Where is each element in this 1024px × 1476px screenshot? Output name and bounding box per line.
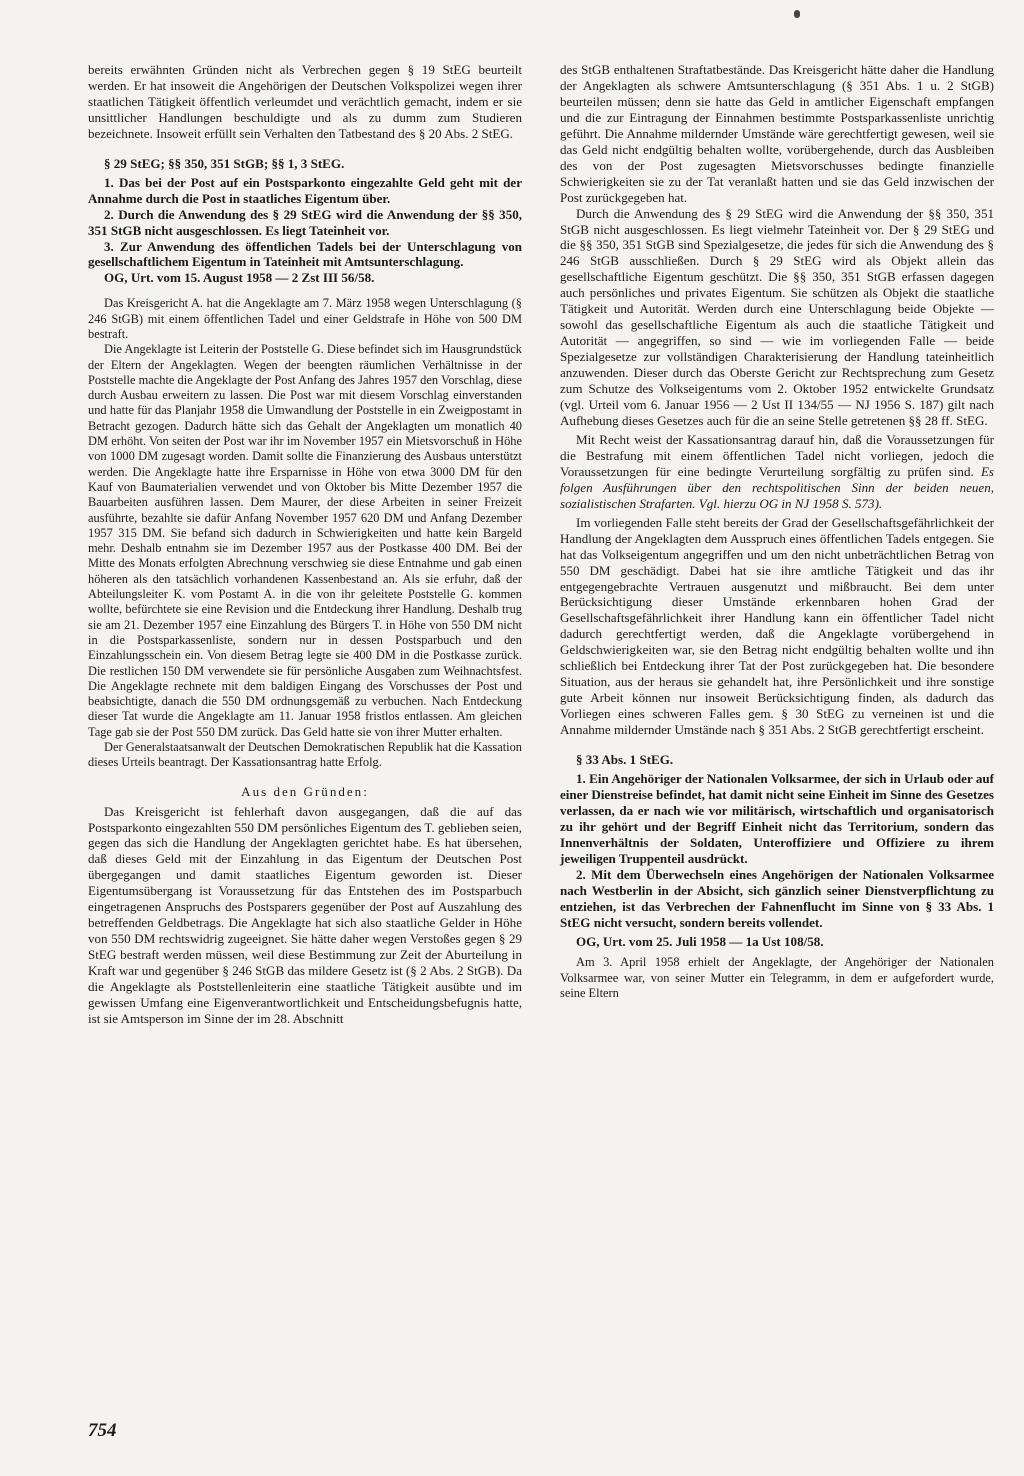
paragraph: Am 3. April 1958 erhielt der Angeklagte, der Angehöriger der Nationalen Volksarmee war, von seiner Mutter ein Telegramm, in dem er aufgefordert wurde, seine Eltern <box>560 955 994 1001</box>
section-subheading: Aus den Gründen: <box>241 783 369 799</box>
italic-note: Es folgen Ausführungen über den rechtspolitischen Sinn der beiden neuen, sozialistischen Strafarten. Vgl. hierzu OG in NJ 1958 S. 573). <box>560 463 994 511</box>
court-citation: OG, Urt. vom 15. August 1958 — 2 Zst III 56/58. <box>104 270 375 286</box>
paragraph: Die Angeklagte ist Leiterin der Poststelle G. Diese befindet sich im Hausgrundstück der Eltern der Angeklagten. Wegen der beengten räumlichen Verhältnisse in der Poststelle machte die Angeklagte der Post Anfang des Jahres 1957 den Vorschlag, diese durch Ausbau erweitern zu lassen. Die Post war mit diesem Vorschlag einverstanden und hatte für das Planjahr 1958 die Umwandlung der Poststelle in ein Zweigpostamt in Betracht gezogen. Dadurch hätte sich das Gehalt der Angeklagten um monatlich 40 DM erhöht. Von seiten der Post war ihr im November 1957 ein Mietsvorschuß in Höhe von 1000 DM zugesagt worden. Damit sollte die Finanzierung des Ausbaus unterstützt werden. Die Angeklagte hatte ihre Ersparnisse in Höhe von etwa 3000 DM für den Kauf von Baumaterialien verwendet und von Oktober bis Mitte Dezember 1957 die Bauarbeiten ausführen lassen. Dem Maurer, der diese Arbeiten in seiner Freizeit ausführte, bezahlte sie dafür Anfang November 1957 620 DM und Anfang Dezember 1957 315 DM. Sie befand sich dadurch in Schwierigkeiten und hatte kein Bargeld mehr. Deshalb entnahm sie im Dezember 1957 aus der Postkasse 400 DM. Bei der Mitte des Monats erfolgten Abrechnung verschwieg sie diese Entnahme und gab einen höheren als den tatsächlich vorhandenen Kassenbestand an. Als sie erfuhr, daß der Abteilungsleiter K. vom Postamt A. in die von ihr geleitete Poststelle G. kommen wollte, befürchtete sie eine Revision und die Entdeckung ihrer Handlung. Deshalb trug sie am 21. Dezember 1957 eine Einzahlung des Bürgers T. in Höhe von 550 DM nicht in die Postsparkassenliste, sondern nur in dessen Postsparbuch und den Einzahlungsschein ein. Von diesem Betrag legte sie 400 DM in die Postkasse zurück. Die restlichen 150 DM verwendete sie für persönliche Ausgaben zum Weihnachtsfest. Die Angeklagte rechnete mit dem baldigen Eingang des Vorschusses der Post und beabsichtigte, danach die 550 DM ordnungsgemäß zu verbuchen. Nach Entdeckung dieser Tat wurde die Angeklagte am 11. Januar 1958 fristlos entlassen. Am gleichen Tage gab sie der Post 550 DM zurück. Das Geld hatte sie von ihrer Mutter erhalten. <box>88 342 522 739</box>
section-heading: § 33 Abs. 1 StEG. <box>576 752 674 768</box>
paragraph: des StGB enthaltenen Straftatbestände. Das Kreisgericht hätte daher die Handlung der Angeklagten als schwere Amtsunterschlagung (§ 351 Abs. 1 u. 2 StGB) beurteilen müssen; denn sie hatte das Geld in amtlicher Eigenschaft empfangen und die zur Eintragung der Einnahmen bestimmte Postsparkassenliste unrichtig geführt. Die Annahme mildernder Umstände wäre gerechtfertigt gewesen, weil sie das Geld nicht endgültig behalten wollte, vorübergehende, durch das Ausbleiben des von der Post zugesagten Mietsvorschusses bedingte finanzielle Schwierigkeiten sie zu der Tat veranlaßt hatten und sie das Geld inzwischen der Post zurückgegeben hat. <box>560 62 994 205</box>
page-mark <box>794 10 800 18</box>
paragraph-text: Mit Recht weist der Kassationsantrag darauf hin, daß die Voraussetzungen für die Bestrafung mit einem öffentlichen Tadel nicht vorliegen, jedoch die Voraussetzungen für eine bedingte Verurteilung sorgfältig zu prüfen sind. <box>560 431 994 479</box>
paragraph <box>560 432 994 512</box>
paragraph: bereits erwähnten Gründen nicht als Verbrechen gegen § 19 StEG beurteilt werden. Er hat insoweit die Angehörigen der Deutschen Volkspolizei wegen ihrer staatlichen Tätigkeit öffentlich verleumdet und verächtlich gemacht, indem er sie unsittlicher Handlungen beschuldigte und als zu dumm zum Studieren bezeichnete. Insoweit erfüllt sein Verhalten den Tatbestand des § 20 Abs. 2 StEG. <box>88 62 522 141</box>
headnote: 1. Das bei der Post auf ein Postsparkonto eingezahlte Geld geht mit der Annahme durch die Post in staatliches Eigentum über. <box>88 174 522 206</box>
paragraph: Durch die Anwendung des § 29 StEG wird die Anwendung der §§ 350, 351 StGB nicht ausgeschlossen. Es liegt vielmehr Tateinheit vor. Der § 29 StEG und die §§ 350, 351 StGB sind Spezialgesetze, die jedes für sich die Anwendung des § 246 StGB ausschließen. Durch § 29 StEG wird als Objekt allein das gesellschaftliche Eigentum geschützt. Die §§ 350, 351 StGB erfassen dagegen auch persönliches und privates Eigentum. Sie schützen als Objekt die staatliche Tätigkeit und Autorität. Werden durch eine Unterschlagung beide Objekte — sowohl das gesellschaftliche Eigentum als auch die staatliche Tätigkeit und Autorität — angegriffen, so sind — wie im vorliegenden Falle — beide Spezialgesetze zur vollständigen Charakterisierung der Handlung tateinheitlich anzuwenden. Dieser durch das Oberste Gericht zur Rechtsprechung zum Gesetz zum Schutze des Volkseigentums vom 2. Oktober 1952 entwickelte Grundsatz (vgl. Urteil vom 6. Januar 1956 — 2 Ust II 134/55 — NJ 1956 S. 187) gilt nach Aufhebung dieses Gesetzes auch für die an seine Stelle getretenen §§ 28 ff. StEG. <box>560 205 994 428</box>
section-heading: § 29 StEG; §§ 350, 351 StGB; §§ 1, 3 StEG. <box>104 155 345 171</box>
paragraph: Im vorliegenden Falle steht bereits der Grad der Gesellschaftsgefährlichkeit der Handlung der Angeklagten dem Ausspruch eines öffentlichen Tadels entgegen. Sie hat das Volkseigentum angegriffen und um den nicht unbeträchtlichen Betrag von 550 DM geschädigt. Dabei hat sie ihre amtliche Tätigkeit und das ihr entgegengebrachte Vertrauen ausgenutzt und mißbraucht. Bei dem unter Berücksichtigung dieser Umstände erkennbaren hohen Grad der Gesellschaftsgefährlichkeit ihrer Handlung kann ein öffentlicher Tadel nicht dadurch gerechtfertigt werden, daß die Angeklagte vorübergehend in Geldschwierigkeiten war, sie den Betrag nicht endgültig behalten wollte und ihn schließlich bei Entdeckung ihrer Tat der Post zurückgegeben hat. Die besondere Situation, aus der heraus sie gehandelt hat, ihre Persönlichkeit und ihre sonstige gute Arbeit können nur insoweit Berücksichtigung finden, als dadurch das Vorliegen eines schweren Falles gem. § 30 StEG zu verneinen ist und die Annahme mildernder Umstände nach § 351 Abs. 2 StGB gerechtfertigt erscheint. <box>560 514 994 738</box>
left-column <box>88 62 522 1027</box>
court-citation: OG, Urt. vom 25. Juli 1958 — 1a Ust 108/58. <box>576 933 824 949</box>
page-number: 754 <box>88 1420 117 1441</box>
paragraph: Das Kreisgericht A. hat die Angeklagte am 7. März 1958 wegen Unterschlagung (§ 246 StGB) mit einem öffentlichen Tadel und einer Geldstrafe in Höhe von 500 DM bestraft. <box>88 296 522 341</box>
headnote: 2. Mit dem Überwechseln eines Angehörigen der Nationalen Volksarmee nach Westberlin in der Absicht, sich gänzlich seiner Dienstverpflichtung zu entziehen, ist das Verbrechen der Fahnenflucht im Sinne von § 33 Abs. 1 StEG nicht versucht, sondern bereits vollendet. <box>560 866 994 930</box>
paragraph: Das Kreisgericht ist fehlerhaft davon ausgegangen, daß die auf das Postsparkonto eingezahlten 550 DM persönliches Eigentum des T. geblieben seien, gegen das sich die Handlung der Angeklagten gerichtet habe. Es hat übersehen, daß dieses Geld mit der Einzahlung in das Eigentum der Deutschen Post übergegangen und damit staatliches Eigentum geworden ist. Dieser Eigentumsübergang ist Voraussetzung für das Entstehen des im Postsparbuch eingetragenen Anspruchs des Postsparers gegenüber der Post auf Auszahlung des betreffenden Geldbetrags. Die Angeklagte hat sich also staatliche Gelder in Höhe von 550 DM rechtswidrig zugeeignet. Sie hätte daher wegen Verstoßes gegen § 29 StEG bestraft werden müssen, weil diese Bestimmung zur Zeit der Aburteilung in Kraft war und gegenüber § 246 StGB das mildere Gesetz ist (§ 2 Abs. 2 StGB). Da die Angeklagte als Poststellenleiterin eine staatliche Tätigkeit ausübte und im gewissen Umfang eine Eigenverantwortlichkeit und Entscheidungsbefugnis hatte, ist sie Amtsperson im Sinne der im 28. Abschnitt <box>88 803 522 1026</box>
headnote: 3. Zur Anwendung des öffentlichen Tadels bei der Unterschlagung von gesellschaftlichem Eigentum in Tateinheit mit Amtsunterschlagung. <box>88 238 522 270</box>
headnote: 1. Ein Angehöriger der Nationalen Volksarmee, der sich in Urlaub oder auf einer Dienstreise befindet, hat damit nicht seine Einheit im Sinne des Gesetzes verlassen, da er nach wie vor militärisch, wirtschaftlich und organisatorisch zu ihr gehört und der Begriff Einheit nicht das Territorium, sondern das Innenverhältnis der Soldaten, Unteroffiziere und Offiziere zu ihrem jeweiligen Truppenteil ausdrückt. <box>560 770 994 866</box>
paragraph: Der Generalstaatsanwalt der Deutschen Demokratischen Republik hat die Kassation dieses Urteils beantragt. Der Kassationsantrag hatte Erfolg. <box>88 740 522 770</box>
headnote: 2. Durch die Anwendung des § 29 StEG wird die Anwendung der §§ 350, 351 StGB nicht ausgeschlossen. Es liegt Tateinheit vor. <box>88 206 522 238</box>
right-column <box>560 62 994 1001</box>
